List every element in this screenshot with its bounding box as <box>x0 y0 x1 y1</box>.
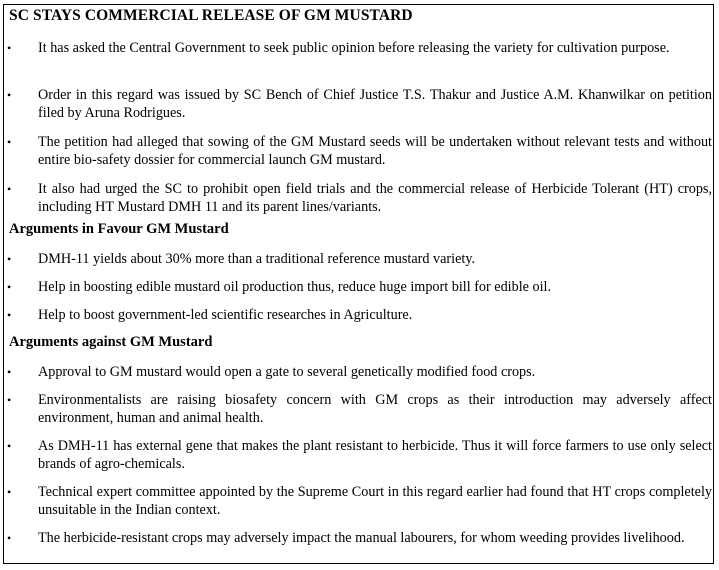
item-text: Help to boost government-led scientific researches in Agriculture. <box>38 307 413 323</box>
document-title: SC STAYS COMMERCIAL RELEASE OF GM MUSTARD <box>9 7 413 24</box>
bullet-icon: • <box>7 308 12 322</box>
bullet-icon: • <box>7 182 12 196</box>
bullet-icon: • <box>7 88 12 102</box>
bullet-icon: • <box>7 439 12 453</box>
item-text: Environmentalists are raising biosafety concern with GM crops as their introduction may adversely affect environment, human and animal health. <box>38 392 712 426</box>
item-text: The herbicide-resistant crops may adversely impact the manual labourers, for whom weeding provides livelihood. <box>38 530 685 546</box>
bullet-icon: • <box>7 393 12 407</box>
bullet-icon: • <box>7 280 12 294</box>
item-text: Approval to GM mustard would open a gate to several genetically modified food crops. <box>38 364 536 380</box>
bullet-icon: • <box>7 365 12 379</box>
section-heading-favour: Arguments in Favour GM Mustard <box>9 221 229 237</box>
item-text: Order in this regard was issued by SC Bench of Chief Justice T.S. Thakur and Justice A.M. Khanwilkar on petition filed by Aruna Rodrigues. <box>38 87 712 121</box>
bullet-icon: • <box>7 531 12 545</box>
bullet-icon: • <box>7 41 12 55</box>
item-text: As DMH-11 has external gene that makes the plant resistant to herbicide. Thus it will force farmers to use only select brands of agro-chemicals. <box>38 438 712 472</box>
item-text: The petition had alleged that sowing of the GM Mustard seeds will be undertaken without relevant tests and without entire bio-safety dossier for commercial launch GM mustard. <box>38 134 712 168</box>
bullet-icon: • <box>7 252 12 266</box>
bullet-icon: • <box>7 135 12 149</box>
document-box <box>3 4 714 564</box>
item-text: It also had urged the SC to prohibit open field trials and the commercial release of Herbicide Tolerant (HT) crops, including HT Mustard DMH 11 and its parent lines/variants. <box>38 181 712 215</box>
item-text: Technical expert committee appointed by the Supreme Court in this regard earlier had found that HT crops completely unsuitable in the Indian context. <box>38 484 712 518</box>
item-text: Help in boosting edible mustard oil production thus, reduce huge import bill for edible oil. <box>38 279 552 295</box>
item-text: DMH-11 yields about 30% more than a traditional reference mustard variety. <box>38 251 476 267</box>
section-heading-against: Arguments against GM Mustard <box>9 334 213 350</box>
bullet-icon: • <box>7 485 12 499</box>
item-text: It has asked the Central Government to seek public opinion before releasing the variety for cultivation purpose. <box>38 40 670 56</box>
